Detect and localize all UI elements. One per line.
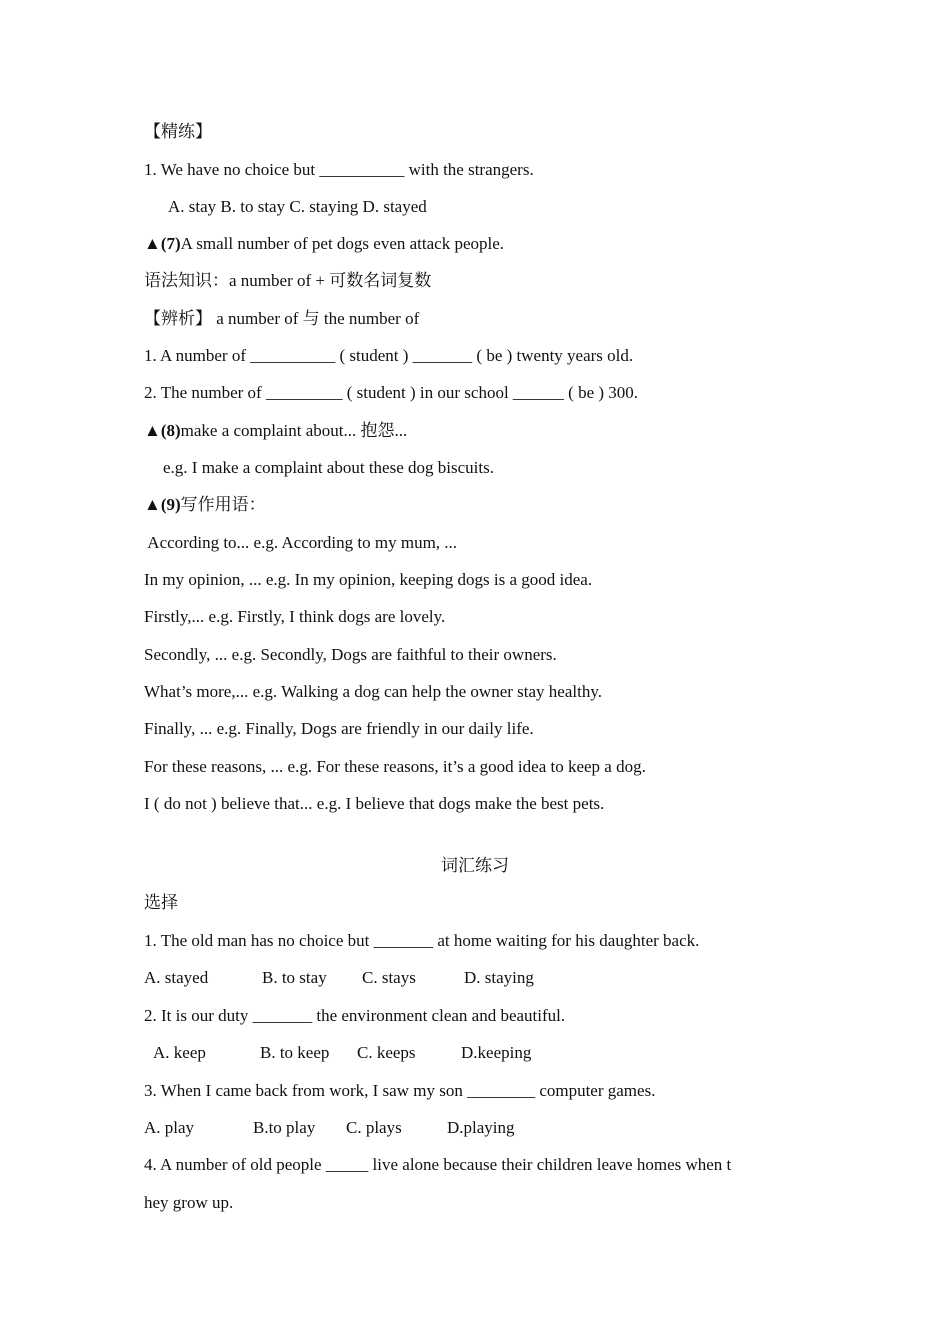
point-9 — [144, 494, 266, 516]
exercise-2: 2. It is our duty _______ the environment clean and beautiful. — [144, 1006, 566, 1025]
writing-phrase: I ( do not ) believe that... e.g. I believe that dogs make the best pets. — [144, 794, 605, 813]
writing-phrase: For these reasons, ... e.g. For these reasons, it’s a good idea to keep a dog. — [144, 757, 646, 776]
point-9-text: 写作用语： — [180, 495, 266, 514]
exercise-4-continued: hey grow up. — [144, 1193, 234, 1212]
bianxi-question-2: 2. The number of _________ ( student ) in our school ______ ( be ) 300. — [144, 383, 639, 402]
question-1: 1. We have no choice but __________ with the strangers. — [144, 160, 534, 179]
option: C. plays — [346, 1118, 402, 1137]
point-7-text: A small number of pet dogs even attack people. — [180, 234, 505, 253]
point-8-example: e.g. I make a complaint about these dog biscuits. — [163, 458, 494, 477]
option: A. stayed — [144, 968, 209, 987]
point-8-text: make a complaint about... 抱怨... — [180, 421, 408, 440]
option: D.keeping — [461, 1043, 532, 1062]
exercise-1-options — [144, 967, 534, 989]
point-8 — [144, 420, 407, 442]
writing-phrase: Finally, ... e.g. Finally, Dogs are friendly in our daily life. — [144, 719, 534, 738]
writing-phrase: Firstly,... e.g. Firstly, I think dogs are lovely. — [144, 607, 446, 626]
exercise-3: 3. When I came back from work, I saw my son ________ computer games. — [144, 1081, 656, 1100]
vocab-section-title: 词汇练习 — [441, 856, 509, 875]
point-8-marker: ▲(8) — [144, 421, 181, 440]
point-7 — [144, 233, 504, 255]
option: D. staying — [464, 968, 534, 987]
writing-phrase: In my opinion, ... e.g. In my opinion, keeping dogs is a good idea. — [144, 570, 593, 589]
section-heading-jinglian: 【精练】 — [144, 122, 212, 141]
exercise-2-options — [153, 1042, 531, 1064]
point-7-marker: ▲(7) — [144, 234, 181, 253]
question-1-options: A. stay B. to stay C. staying D. stayed — [168, 197, 427, 216]
option: B. to stay — [262, 968, 327, 987]
option: C. keeps — [357, 1043, 416, 1062]
writing-phrase: What’s more,... e.g. Walking a dog can help the owner stay healthy. — [144, 682, 602, 701]
writing-phrase: According to... e.g. According to my mum, ... — [144, 533, 458, 552]
exercise-4: 4. A number of old people _____ live alone because their children leave homes when t — [144, 1155, 732, 1174]
choose-label: 选择 — [144, 893, 178, 912]
option: D.playing — [447, 1118, 515, 1137]
option: B.to play — [253, 1118, 316, 1137]
option: A. play — [144, 1118, 195, 1137]
grammar-note: 语法知识：a number of + 可数名词复数 — [144, 271, 432, 290]
bianxi-heading: 【辨析】 a number of 与 the number of — [144, 309, 420, 328]
option: A. keep — [153, 1043, 206, 1062]
point-9-marker: ▲(9) — [144, 495, 181, 514]
exercise-3-options — [144, 1117, 515, 1139]
option: C. stays — [362, 968, 416, 987]
exercise-1: 1. The old man has no choice but _______ at home waiting for his daughter back. — [144, 931, 700, 950]
bianxi-question-1: 1. A number of __________ ( student ) _______ ( be ) twenty years old. — [144, 346, 634, 365]
writing-phrase: Secondly, ... e.g. Secondly, Dogs are faithful to their owners. — [144, 645, 557, 664]
option: B. to keep — [260, 1043, 330, 1062]
